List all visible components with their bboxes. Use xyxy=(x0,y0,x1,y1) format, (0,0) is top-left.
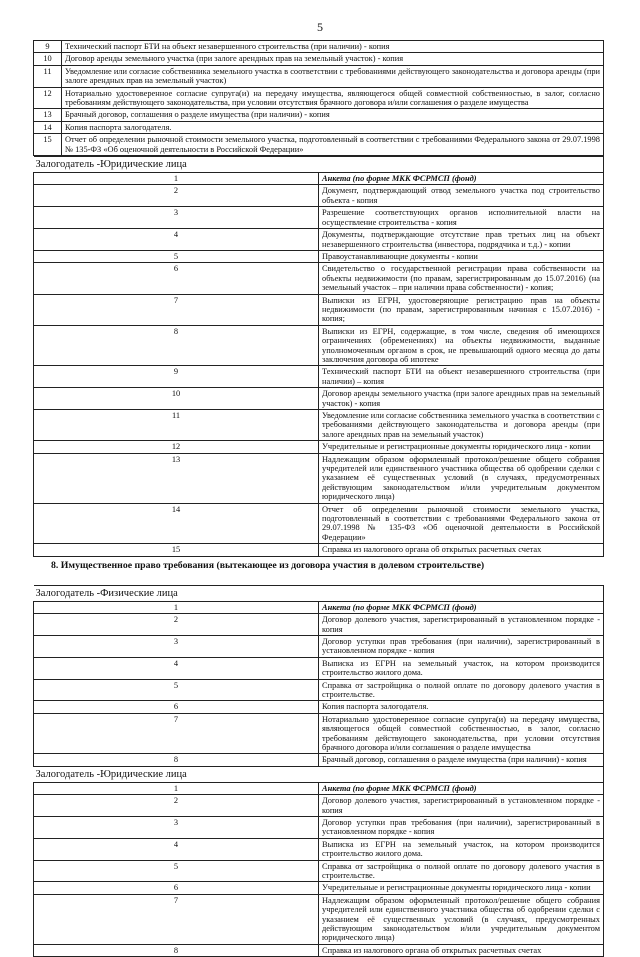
row-text: Договор аренды земельного участка (при залоге арендных прав на земельный участок) - копия xyxy=(62,53,604,65)
table-row xyxy=(34,635,604,657)
row-text: Выписка из ЕГРН на земельный участок, на котором производится строительство жилого дома. xyxy=(319,657,604,679)
table-row xyxy=(34,701,604,713)
row-number: 14 xyxy=(34,121,62,133)
row-text: Документ, подтверждающий отвод земельного участка под строительство объекта - копия xyxy=(319,185,604,207)
row-text: Анкета (по форме МКК ФСРМСП (фонд) xyxy=(319,173,604,185)
row-text: Выписка из ЕГРН на земельный участок, на котором производится строительство жилого дома. xyxy=(319,838,604,860)
row-text: Нотариально удостоверенное согласие супруга(и) на передачу имущества, являющегося общей совместной собственностью, в залог, согласно требованиям действующего законодательства, при условии отсутствия брачного договора и/или соглашения о разделе имущества xyxy=(319,713,604,754)
row-number: 8 xyxy=(34,325,319,366)
table-row xyxy=(34,713,604,754)
table-row xyxy=(34,250,604,262)
row-number: 11 xyxy=(34,410,319,441)
row-text: Договор аренды земельного участка (при залоге арендных прав на земельный участок) - копия xyxy=(319,388,604,410)
group-header-physical xyxy=(34,585,604,601)
row-text: Выписки из ЕГРН, содержащие, в том числе, сведения об имеющихся ограничениях (обременениях) на объекты недвижимости, выданные уполномоченным органом в срок, не превышающий одного месяца до даты заключения договора об ипотеке xyxy=(319,325,604,366)
table-legal-entities-construction xyxy=(33,156,604,557)
table-row xyxy=(34,441,604,453)
table-row xyxy=(34,679,604,701)
table-row xyxy=(34,41,604,53)
group-label: Залогодатель -Юридические лица xyxy=(34,766,604,782)
row-number: 2 xyxy=(34,795,319,817)
table-row xyxy=(34,53,604,65)
row-number: 5 xyxy=(34,679,319,701)
table-row xyxy=(34,782,604,794)
row-text: Договор долевого участия, зарегистрированный в установленном порядке - копия xyxy=(319,614,604,636)
row-text: Учредительные и регистрационные документы юридического лица - копии xyxy=(319,441,604,453)
row-number: 1 xyxy=(34,173,319,185)
table-row xyxy=(34,503,604,544)
group-label: Залогодатель -Юридические лица xyxy=(34,157,604,173)
row-text: Технический паспорт БТИ на объект незавершенного строительства (при наличии) – копия xyxy=(319,366,604,388)
row-text: Правоустанавливающие документы - копии xyxy=(319,250,604,262)
table-row xyxy=(34,544,604,556)
table-row xyxy=(34,838,604,860)
section-title: 8. Имущественное право требования (вытекающее из договора участия в долевом строительстве) xyxy=(51,559,485,571)
page-number: 5 xyxy=(317,20,323,34)
table-row xyxy=(34,388,604,410)
row-text: Надлежащим образом оформленный протокол/решение общего собрания учредителей или единственного участника общества об одобрении сделки с указанием её существенных условий (в случаях, предусмотренных действующим законодательством и/или учредительным документом юридического лица) xyxy=(319,453,604,503)
table-row xyxy=(34,614,604,636)
row-number: 9 xyxy=(34,41,62,53)
table-row xyxy=(34,121,604,133)
group-header-legal xyxy=(34,157,604,173)
row-number: 6 xyxy=(34,263,319,294)
table-row xyxy=(34,207,604,229)
row-number: 1 xyxy=(34,601,319,613)
row-number: 13 xyxy=(34,109,62,121)
table-row xyxy=(34,944,604,956)
row-text: Копия паспорта залогодателя. xyxy=(319,701,604,713)
row-number: 12 xyxy=(34,441,319,453)
table-row xyxy=(34,229,604,251)
row-number: 15 xyxy=(34,544,319,556)
row-number: 10 xyxy=(34,53,62,65)
row-number: 13 xyxy=(34,453,319,503)
row-text: Уведомление или согласие собственника земельного участка в соответствии с требованиями действующего законодательства и договора аренды (при залоге арендных прав на земельный участок) xyxy=(319,410,604,441)
row-text: Брачный договор, соглашения о разделе имущества (при наличии) - копия xyxy=(319,754,604,766)
row-number: 7 xyxy=(34,894,319,944)
table-row xyxy=(34,410,604,441)
row-number: 1 xyxy=(34,782,319,794)
row-text: Свидетельство о государственной регистрации права собственности на объекты недвижимости (по правам, зарегистрированным до 15.07.2016) (на земельный участок – при наличии права собственности) - копия; xyxy=(319,263,604,294)
table-row xyxy=(34,657,604,679)
document-body xyxy=(33,40,604,957)
row-number: 3 xyxy=(34,817,319,839)
table-row xyxy=(34,87,604,109)
table-row xyxy=(34,263,604,294)
table-row xyxy=(34,860,604,882)
table-row xyxy=(34,894,604,944)
row-text: Справка из налогового органа об открытых расчетных счетах xyxy=(319,544,604,556)
row-number: 6 xyxy=(34,882,319,894)
row-text: Технический паспорт БТИ на объект незавершенного строительства (при наличии) - копия xyxy=(62,41,604,53)
table-physical-persons-claims xyxy=(33,585,604,957)
table-row xyxy=(34,754,604,766)
row-number: 7 xyxy=(34,713,319,754)
table-row xyxy=(34,134,604,156)
row-number: 4 xyxy=(34,229,319,251)
table-row xyxy=(34,294,604,325)
row-number: 14 xyxy=(34,503,319,544)
row-text: Справка от застройщика о полной оплате по договору долевого участия в строительстве. xyxy=(319,860,604,882)
row-number: 11 xyxy=(34,65,62,87)
row-number: 8 xyxy=(34,754,319,766)
row-text: Договор долевого участия, зарегистрированный в установленном порядке - копия xyxy=(319,795,604,817)
table-row xyxy=(34,325,604,366)
row-text: Выписки из ЕГРН, удостоверяющие регистрацию прав на объекты недвижимости (по правам, зарегистрированным начиная с 15.07.2016) - копия; xyxy=(319,294,604,325)
row-text: Разрешение соответствующих органов исполнительной власти на осуществление строительства - копия xyxy=(319,207,604,229)
table-row xyxy=(34,795,604,817)
row-number: 3 xyxy=(34,635,319,657)
row-text: Нотариально удостоверенное согласие супруга(и) на передачу имущества, являющегося общей совместной собственностью, в залог, согласно требованиям действующего законодательства, при условии отсутствия брачного договора и/или соглашения о разделе имущества xyxy=(62,87,604,109)
table-row xyxy=(34,882,604,894)
table-row xyxy=(34,453,604,503)
row-text: Документы, подтверждающие отсутствие прав третьих лиц на объект незавершенного строительства (инвестора, подрядчика и т.д.) - копии xyxy=(319,229,604,251)
row-number: 10 xyxy=(34,388,319,410)
table-row xyxy=(34,65,604,87)
row-number: 6 xyxy=(34,701,319,713)
row-number: 4 xyxy=(34,657,319,679)
row-text: Справка от застройщика о полной оплате по договору долевого участия в строительстве. xyxy=(319,679,604,701)
row-number: 12 xyxy=(34,87,62,109)
row-text: Надлежащим образом оформленный протокол/решение общего собрания учредителей или единственного участника общества об одобрении сделки с указанием её существенных условий (в случаях, предусмотренных действующим законодательством и/или учредительным документом юридического лица) xyxy=(319,894,604,944)
row-number: 9 xyxy=(34,366,319,388)
table-row xyxy=(34,601,604,613)
row-number: 5 xyxy=(34,860,319,882)
table-row xyxy=(34,173,604,185)
row-number: 15 xyxy=(34,134,62,156)
table-row xyxy=(34,109,604,121)
row-text: Копия паспорта залогодателя. xyxy=(62,121,604,133)
table-row xyxy=(34,366,604,388)
row-text: Уведомление или согласие собственника земельного участка в соответствии с требованиями действующего законодательства и договора аренды (при залоге арендных прав на земельный участок) xyxy=(62,65,604,87)
row-number: 5 xyxy=(34,250,319,262)
table-row xyxy=(34,185,604,207)
row-text: Договор уступки прав требования (при наличии), зарегистрированный в установленном порядке - копия xyxy=(319,635,604,657)
row-number: 2 xyxy=(34,614,319,636)
row-text: Учредительные и регистрационные документы юридического лица - копии xyxy=(319,882,604,894)
row-text: Анкета (по форме МКК ФСРМСП (фонд) xyxy=(319,782,604,794)
row-number: 8 xyxy=(34,944,319,956)
row-number: 2 xyxy=(34,185,319,207)
row-text: Договор уступки прав требования (при наличии), зарегистрированный в установленном порядке - копия xyxy=(319,817,604,839)
row-text: Справка из налогового органа об открытых расчетных счетах xyxy=(319,944,604,956)
row-number: 3 xyxy=(34,207,319,229)
row-text: Отчет об определении рыночной стоимости земельного участка, подготовленный в соответствии с требованиями Федерального закона от 29.07.1998 № 135-ФЗ «Об оценочной деятельности в Российской Федерации» xyxy=(62,134,604,156)
group-header-legal xyxy=(34,766,604,782)
row-text: Анкета (по форме МКК ФСРМСП (фонд) xyxy=(319,601,604,613)
row-text: Отчет об определении рыночной стоимости земельного участка, подготовленный в соответствии с требованиями Федерального закона от 29.07.1998 № 135-ФЗ «Об оценочной деятельности в Российской Федерации» xyxy=(319,503,604,544)
group-label: Залогодатель -Физические лица xyxy=(34,585,604,601)
table-mortgage-construction xyxy=(33,40,604,156)
row-number: 4 xyxy=(34,838,319,860)
table-row xyxy=(34,817,604,839)
row-text: Брачный договор, соглашения о разделе имущества (при наличии) - копия xyxy=(62,109,604,121)
row-number: 7 xyxy=(34,294,319,325)
